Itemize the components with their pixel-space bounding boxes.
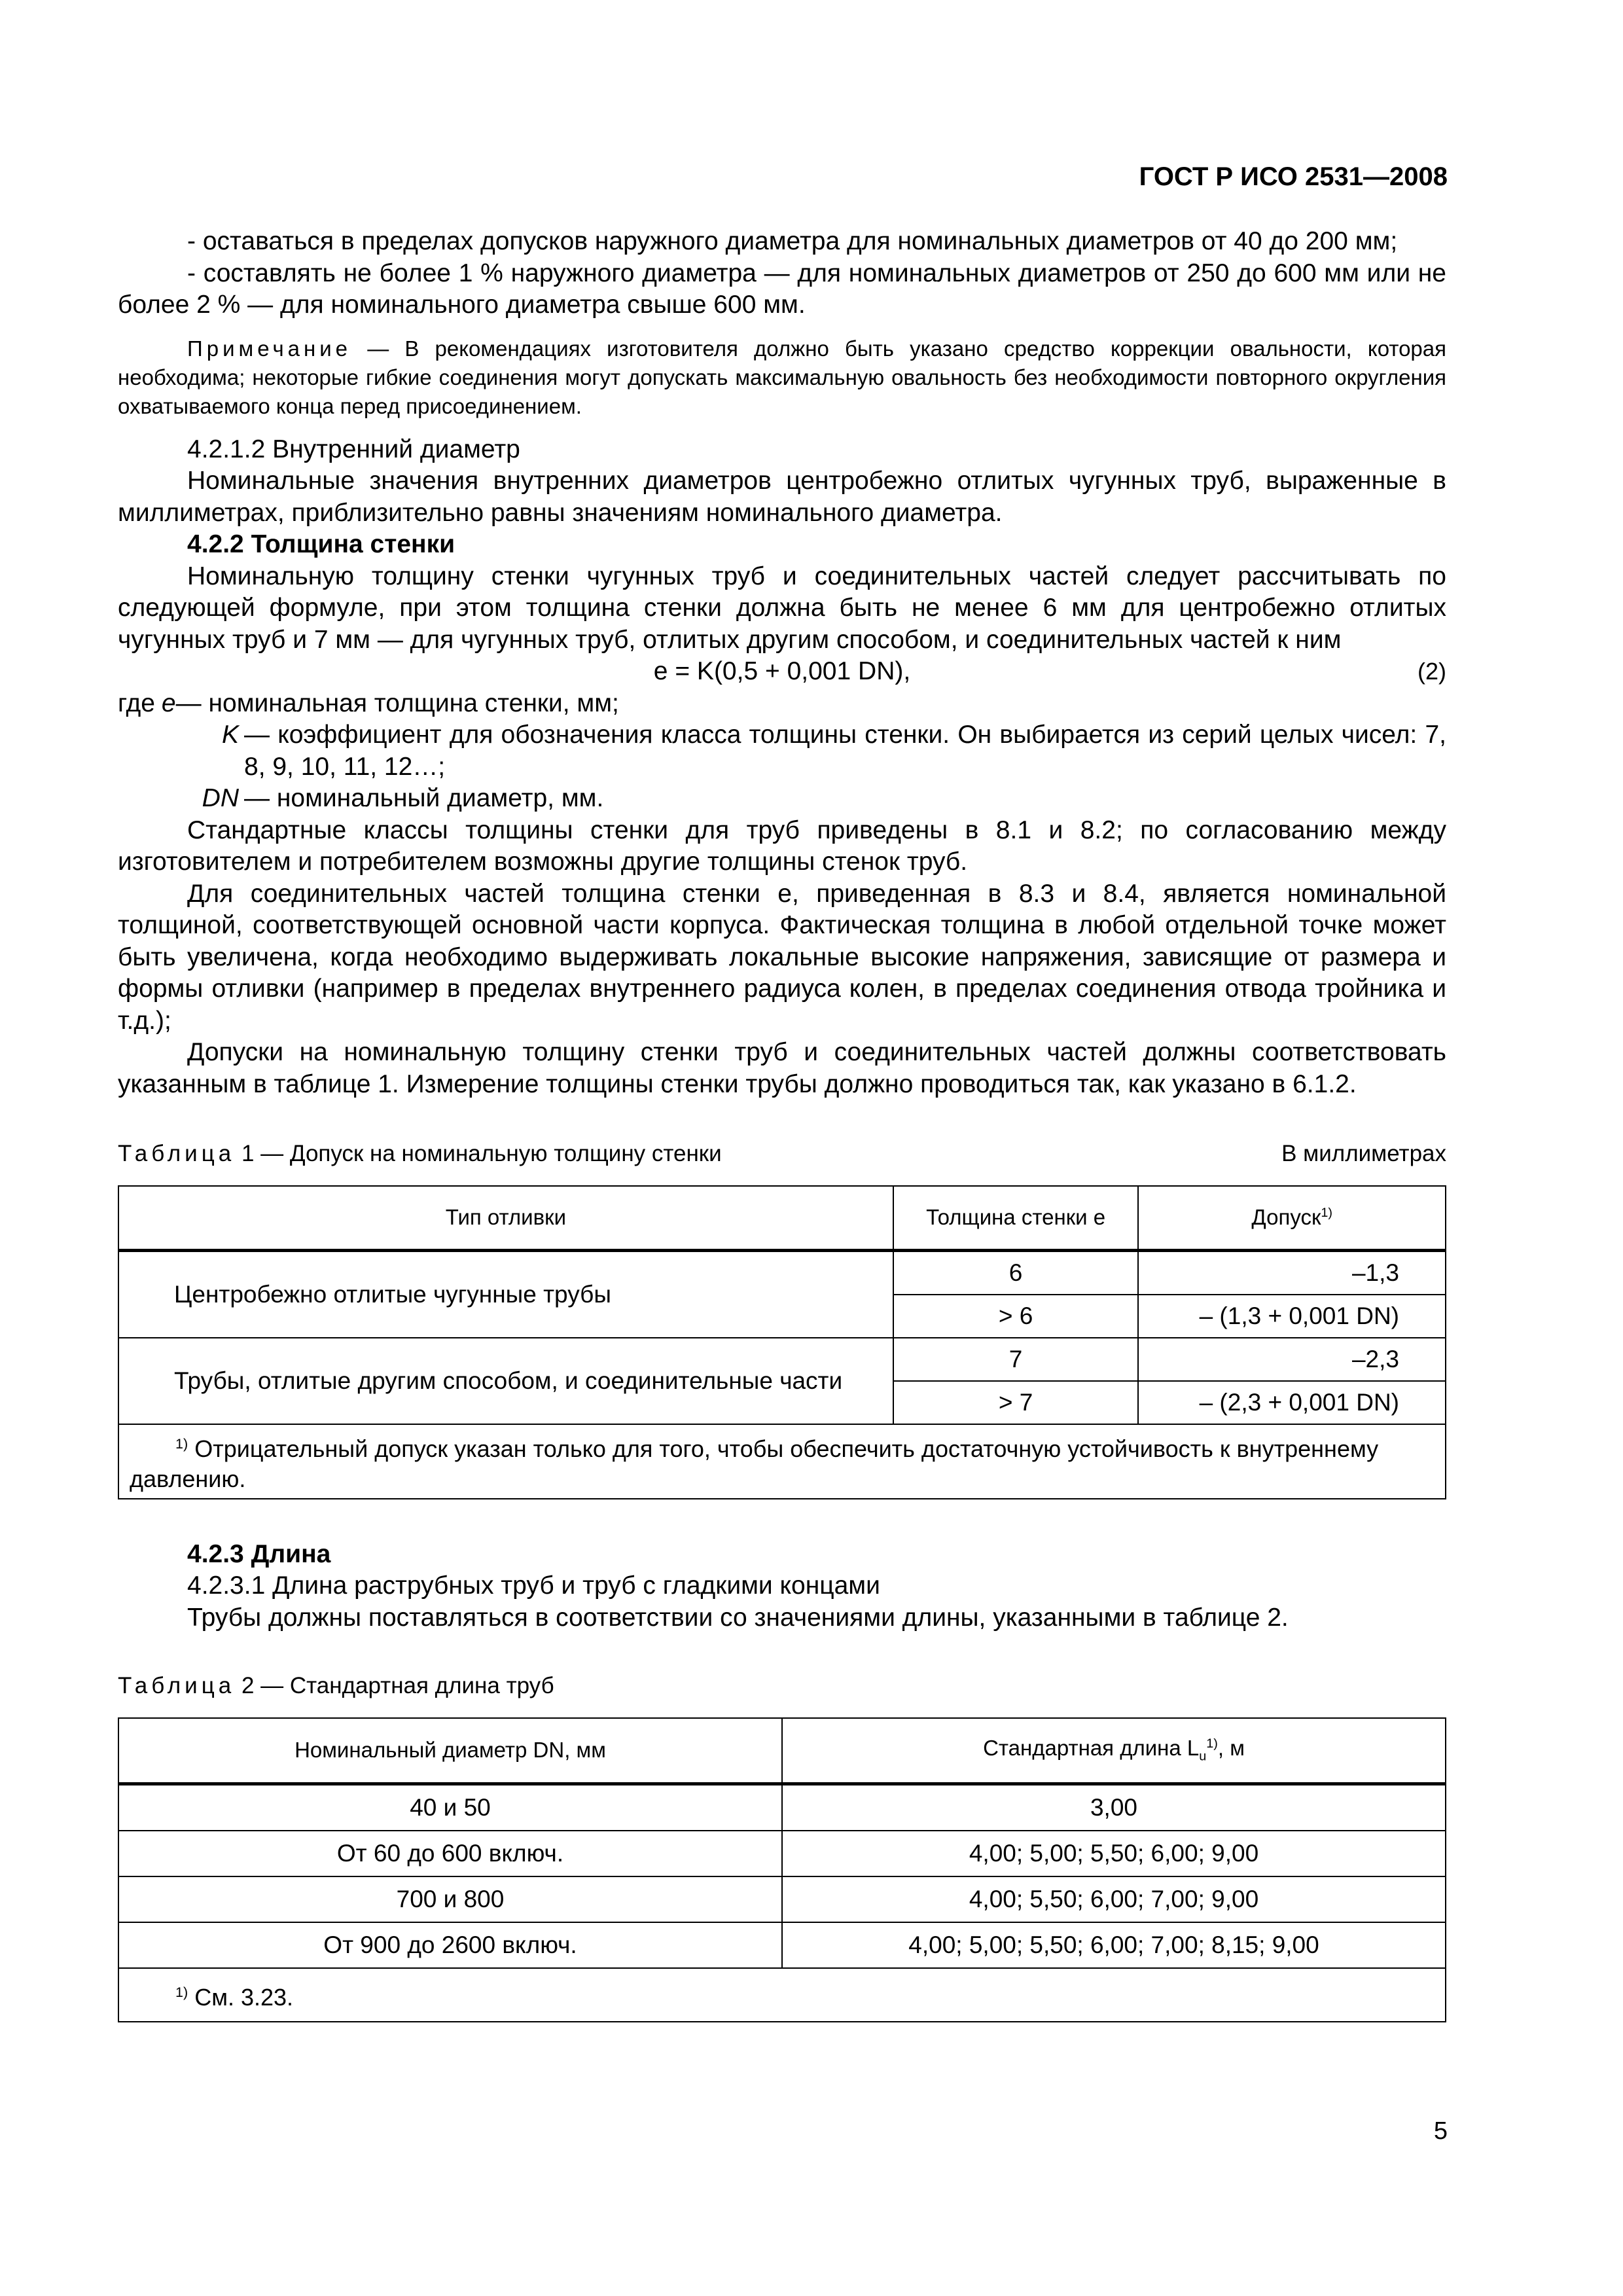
column-header-tolerance: Допуск$^{1)}$	[1138, 1186, 1446, 1250]
where-symbol: DN	[202, 784, 239, 812]
note-paragraph	[118, 334, 1446, 421]
length-cell: 4,00; 5,50; 6,00; 7,00; 9,00	[782, 1876, 1446, 1922]
formula-2	[118, 656, 1446, 688]
length-cell: 3,00	[782, 1784, 1446, 1831]
page-number: 5	[1433, 2117, 1448, 2145]
page-content	[118, 226, 1446, 2022]
table-2	[118, 1717, 1446, 2022]
table-2-caption-label: Таблица	[118, 1673, 236, 1698]
intro-bullet-1: - оставаться в пределах допусков наружного диаметра для номинальных диаметров от 40 до 200 мм;	[187, 227, 1398, 255]
diameter-cell: 700 и 800	[118, 1876, 782, 1922]
table-header-row	[118, 1718, 1446, 1784]
table-1-caption-text: 1 — Допуск на номинальную толщину стенки	[235, 1141, 722, 1166]
table-row	[118, 1784, 1446, 1831]
table-header-row	[118, 1186, 1446, 1250]
section-4-2-2-text: Номинальную толщину стенки чугунных труб и соединительных частей следует рассчитывать по следующей формуле, при этом толщина стенки должна быть не менее 6 мм для центробежно отлитых чугунных труб и 7 мм — для чугунных труб, отлитых другим способом, и соединительных частей к ним	[118, 562, 1446, 654]
section-4-2-3-title: 4.2.3 Длина	[187, 1539, 331, 1568]
table-footnote-row	[118, 1424, 1446, 1499]
thickness-cell: > 6	[893, 1295, 1139, 1338]
table-2-footnote: См. 3.23.	[188, 1983, 294, 2011]
length-cell: 4,00; 5,00; 5,50; 6,00; 7,00; 8,15; 9,00	[782, 1922, 1446, 1968]
footnote-mark: 1)	[175, 1435, 188, 1452]
section-4-2-2-p3: Допуски на номинальную толщину стенки труб и соединительных частей должны соответствовать указанным в таблице 1. Измерение толщины стенки трубы должно проводиться так, как указано в 6.1.2.	[118, 1038, 1446, 1098]
column-header-type: Тип отливки	[118, 1186, 893, 1250]
formula-number: (2)	[1418, 658, 1446, 685]
where-k	[118, 719, 1446, 783]
where-e	[118, 688, 1446, 720]
note-text: — В рекомендациях изготовителя должно быть указано средство коррекции овальности, которая необходима; некоторые гибкие соединения могут допускать максимальную овальность без необходимости повторного округления охватываемого конца перед присоединением.	[118, 336, 1446, 418]
tolerance-cell: – (1,3 + 0,001 DN)	[1138, 1295, 1446, 1338]
diameter-cell: 40 и 50	[118, 1784, 782, 1831]
table-row	[118, 1250, 1446, 1295]
section-4-2-3-1-text: Трубы должны поставляться в соответствии со значениями длины, указанными в таблице 2.	[187, 1603, 1289, 1632]
table-row	[118, 1876, 1446, 1922]
section-4-2-1-2-title: 4.2.1.2 Внутренний диаметр	[187, 435, 520, 463]
table-1-footnote: Отрицательный допуск указан только для того, чтобы обеспечить достаточную устойчивость к внутреннему давлению.	[130, 1435, 1379, 1492]
table-row	[118, 1922, 1446, 1968]
cast-type-cell: Центробежно отлитые чугунные трубы	[118, 1250, 893, 1338]
tolerance-cell: –2,3	[1138, 1338, 1446, 1381]
tolerance-cell: –1,3	[1138, 1250, 1446, 1295]
diameter-cell: От 900 до 2600 включ.	[118, 1922, 782, 1968]
where-symbol: K	[221, 721, 239, 749]
footnote-mark: 1)	[1206, 1736, 1218, 1751]
column-header-thickness: Толщина стенки e	[893, 1186, 1139, 1250]
document-header: ГОСТ Р ИСО 2531—2008	[1139, 162, 1448, 191]
table-1-caption	[118, 1141, 1446, 1167]
column-header-diameter: Номинальный диаметр DN, мм	[118, 1718, 782, 1784]
table-1-units: В миллиметрах	[1281, 1141, 1446, 1166]
section-4-2-2-p1: Стандартные классы толщины стенки для труб приведены в 8.1 и 8.2; по согласованию между изготовителем и потребителем возможны другие толщины стенок труб.	[118, 816, 1446, 876]
table-row	[118, 1338, 1446, 1381]
length-cell: 4,00; 5,00; 5,50; 6,00; 9,00	[782, 1831, 1446, 1876]
cast-type-cell: Трубы, отлитые другим способом, и соединительные части	[118, 1338, 893, 1424]
where-desc: — номинальный диаметр, мм.	[244, 784, 604, 812]
footnote-mark: 1)	[1321, 1206, 1333, 1221]
thickness-cell: 6	[893, 1250, 1139, 1295]
section-4-2-1-2-text: Номинальные значения внутренних диаметров центробежно отлитых чугунных труб, выраженные в миллиметрах, приблизительно равны значениям номинального диаметра.	[118, 467, 1446, 527]
thickness-cell: 7	[893, 1338, 1139, 1381]
where-desc: — номинальная толщина стенки, мм;	[175, 689, 619, 717]
table-1	[118, 1185, 1446, 1499]
table-2-caption-text: 2 — Стандартная длина труб	[235, 1673, 554, 1698]
formula-expression: e = K(0,5 + 0,001 DN),	[653, 657, 911, 685]
column-header-length: Стандартная длина $L_u^{1)}$, м	[782, 1718, 1446, 1784]
footnote-mark: 1)	[175, 1983, 188, 2000]
tolerance-cell: – (2,3 + 0,001 DN)	[1138, 1381, 1446, 1424]
where-dn	[118, 783, 1446, 815]
section-4-2-3-1-title: 4.2.3.1 Длина раструбных труб и труб с гладкими концами	[187, 1571, 880, 1600]
table-2-caption	[118, 1673, 1446, 1699]
where-symbol: e	[161, 689, 176, 717]
where-desc: — коэффициент для обозначения класса толщины стенки. Он выбирается из серий целых чисел: 7, 8, 9, 10, 11, 12…;	[244, 721, 1446, 781]
table-footnote-row	[118, 1968, 1446, 2022]
where-prefix: где	[118, 689, 155, 717]
note-label: Примечание	[187, 336, 352, 361]
table-1-caption-label: Таблица	[118, 1141, 236, 1166]
section-4-2-2-p2: Для соединительных частей толщина стенки e, приведенная в 8.3 и 8.4, является номинальной толщиной, соответствующей основной части корпуса. Фактическая толщина в любой отдельной точке может быть увеличена, когда необходимо выдерживать локальные высокие напряжения, зависящие от размера и формы отливки (например в пределах внутреннего радиуса колен, в пределах соединения отвода тройника и т.д.);	[118, 879, 1446, 1035]
thickness-cell: > 7	[893, 1381, 1139, 1424]
intro-bullet-2: - составлять не более 1 % наружного диаметра — для номинальных диаметров от 250 до 600 мм или не более 2 % — для номинального диаметра свыше 600 мм.	[118, 259, 1446, 319]
diameter-cell: От 60 до 600 включ.	[118, 1831, 782, 1876]
table-row	[118, 1831, 1446, 1876]
section-4-2-2-title: 4.2.2 Толщина стенки	[187, 530, 455, 558]
